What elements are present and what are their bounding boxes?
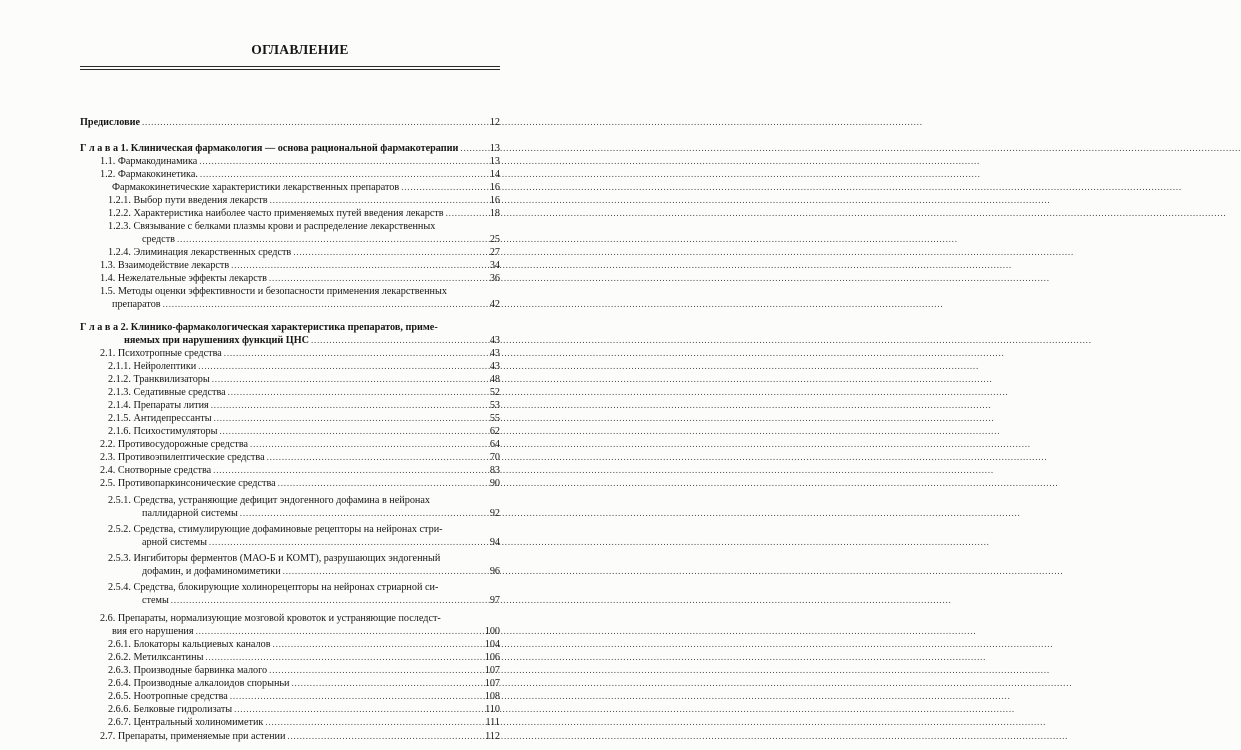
- toc-entry: [108, 207, 500, 220]
- toc-dot-leader: [267, 451, 481, 464]
- toc-dot-leader: [205, 651, 481, 664]
- toc-dot-leader: [163, 298, 481, 311]
- toc-dot-leader: [199, 155, 481, 168]
- toc-page-number: 43: [489, 348, 500, 359]
- toc-entry-title: стемы: [142, 595, 169, 606]
- toc-dot-leader: [460, 142, 481, 155]
- toc-dot-leader: [211, 399, 481, 412]
- toc-dot-leader: [240, 507, 481, 520]
- toc-entry-title: 1.2. Фармакокинетика.: [100, 169, 198, 180]
- toc-entry-title: 2.4. Снотворные средства: [100, 465, 212, 476]
- toc-entry-title: 2.6. Препараты, нормализующие мозговой кровоток и устраняющие последст-: [100, 613, 441, 624]
- toc-entry: [108, 523, 500, 536]
- toc-dot-leader: [171, 594, 481, 607]
- toc-entry: [100, 347, 500, 360]
- toc-entry: [100, 168, 500, 181]
- toc-entry: [100, 730, 500, 743]
- toc-page-number: 12: [489, 117, 500, 128]
- toc-entry: [142, 594, 500, 607]
- toc-entry-title: 2.6.4. Производные алкалоидов спорыньи: [108, 678, 290, 689]
- toc-entry-title: 1.3. Взаимодействие лекарств: [100, 260, 230, 271]
- toc-page-number: 100: [484, 626, 500, 637]
- toc-entry-title: 2.6.7. Центральный холиномиметик: [108, 717, 264, 728]
- toc-dot-leader: [273, 638, 481, 651]
- toc-entry: [112, 181, 500, 194]
- toc-page-number: 14: [489, 169, 500, 180]
- toc-entry: [108, 494, 500, 507]
- toc-entry: [108, 220, 500, 233]
- toc-page-number: 64: [489, 439, 500, 450]
- toc-entry: [124, 334, 500, 347]
- toc-dot-leader: [231, 259, 481, 272]
- toc-page-number: 52: [489, 387, 500, 398]
- toc-page-number: 107: [484, 678, 500, 689]
- toc-page-number: 108: [484, 691, 500, 702]
- toc-entry-title: 2.5. Противопаркинсонические средства: [100, 478, 276, 489]
- toc-entry: [100, 612, 500, 625]
- toc-dot-leader: [311, 334, 481, 347]
- toc-dot-leader: [142, 116, 481, 129]
- toc-page-number: 104: [484, 639, 500, 650]
- toc-dot-leader: [234, 703, 481, 716]
- toc-entry: [108, 581, 500, 594]
- toc-entry-title: 2.3. Противоэпилептические средства: [100, 452, 265, 463]
- toc-entry: [108, 360, 500, 373]
- toc-entry: [108, 664, 500, 677]
- toc-entry: [100, 155, 500, 168]
- toc-entry-title: 1.1. Фармакодинамика: [100, 156, 198, 167]
- toc-entry-title: 2.1.3. Седативные средства: [108, 387, 226, 398]
- toc-dot-leader: [278, 477, 481, 490]
- toc-entry-title: препаратов: [112, 299, 161, 310]
- toc-entry-title: Г л а в а 2. Клинико-фармакологическая характеристика препаратов, приме-: [80, 322, 438, 333]
- toc-entry: [108, 703, 500, 716]
- toc-entry: [100, 438, 500, 451]
- toc-entry-title: 2.6.1. Блокаторы кальциевых каналов: [108, 639, 271, 650]
- toc-entry-title: 2.6.5. Ноотропные средства: [108, 691, 228, 702]
- toc-entry: [80, 321, 500, 334]
- toc-dot-leader: [209, 536, 481, 549]
- toc-entry-title: 1.2.2. Характеристика наиболее часто применяемых путей введения лекарств: [108, 208, 444, 219]
- toc-entry: [112, 298, 500, 311]
- toc-entry: [142, 507, 500, 520]
- toc-page-number: 97: [489, 595, 500, 606]
- toc-dot-leader: [269, 664, 481, 677]
- toc-page-number: 25: [489, 234, 500, 245]
- toc-entry: [100, 464, 500, 477]
- toc-entry: [142, 536, 500, 549]
- toc-entry-title: 1.2.3. Связывание с белками плазмы крови и распределение лекарственных: [108, 221, 436, 232]
- toc-entry: [108, 677, 500, 690]
- toc-page-number: 106: [484, 652, 500, 663]
- toc-dot-leader: [196, 625, 481, 638]
- toc-entry: [108, 425, 500, 438]
- toc-page-number: 42: [489, 299, 500, 310]
- toc-entry: [108, 246, 500, 259]
- toc-page-number: 55: [489, 413, 500, 424]
- toc-entry-title: няемых при нарушениях функций ЦНС: [124, 335, 309, 346]
- toc-entry-title: 2.1.1. Нейролептики: [108, 361, 197, 372]
- toc-entry-title: арной системы: [142, 537, 207, 548]
- toc-page-number: 16: [489, 182, 500, 193]
- toc-dot-leader: [230, 690, 481, 703]
- toc-dot-leader: [200, 168, 481, 181]
- toc-entry: [100, 477, 500, 490]
- toc-page-number: 107: [484, 665, 500, 676]
- toc-page-number: 83: [489, 465, 500, 476]
- toc-entry-title: 2.1.4. Препараты лития: [108, 400, 209, 411]
- toc-entry: [108, 386, 500, 399]
- toc-dot-leader: [228, 386, 481, 399]
- toc-entry-title: 2.6.2. Метилксантины: [108, 652, 204, 663]
- toc-page-number: 62: [489, 426, 500, 437]
- toc-entry-title: 1.5. Методы оценки эффективности и безопасности применения лекарственных: [100, 286, 447, 297]
- toc-page-number: 16: [489, 195, 500, 206]
- toc-entry: [80, 142, 500, 155]
- toc-entry: [100, 285, 500, 298]
- toc-entry-title: 2.1.5. Антидепрессанты: [108, 413, 212, 424]
- toc-page-number: 92: [489, 508, 500, 519]
- toc-dot-leader: [224, 347, 481, 360]
- toc-entry-title: 2.5.3. Ингибиторы ферментов (МАО-Б и КОМТ), разрушающих эндогенный: [108, 553, 441, 564]
- toc-entry-title: 1.2.4. Элиминация лекарственных средств: [108, 247, 292, 258]
- toc-entry: [108, 412, 500, 425]
- toc-entry: [108, 399, 500, 412]
- toc-entry-title: 1.2.1. Выбор пути введения лекарств: [108, 195, 268, 206]
- toc-page-number: 48: [489, 374, 500, 385]
- toc-entry-title: 2.1.2. Транквилизаторы: [108, 374, 210, 385]
- toc-page-number: 27: [489, 247, 500, 258]
- toc-dot-leader: [220, 425, 482, 438]
- toc-dot-leader: [446, 207, 481, 220]
- toc-entry-title: 2.5.1. Средства, устраняющие дефицит эндогенного дофамина в нейронах: [108, 495, 430, 506]
- toc-entry-title: 2.6.3. Производные барвинка малого: [108, 665, 268, 676]
- toc-dot-leader: [265, 716, 481, 729]
- toc-entry: [108, 194, 500, 207]
- toc-dot-leader: [293, 246, 481, 259]
- toc-entry-title: 2.5.2. Средства, стимулирующие дофаминовые рецепторы на нейронах стри-: [108, 524, 443, 535]
- toc-dot-leader: [250, 438, 481, 451]
- toc-dot-leader: [198, 360, 481, 373]
- toc-page-number: 18: [489, 208, 500, 219]
- toc-dot-leader: [292, 677, 482, 690]
- toc-page-number: 110: [485, 704, 500, 715]
- toc-entry-title: 2.1. Психотропные средства: [100, 348, 222, 359]
- toc-entry-title: средств: [142, 234, 175, 245]
- toc-entry-title: 1.4. Нежелательные эффекты лекарств: [100, 273, 267, 284]
- toc-page-number: 43: [489, 335, 500, 346]
- toc-entry-title: Г л а в а 1. Клиническая фармакология — основа рациональной фармакотерапии: [80, 143, 459, 154]
- toc-page-number: 94: [489, 537, 500, 548]
- toc-entry: [108, 552, 500, 565]
- toc-dot-leader: [401, 181, 481, 194]
- toc-entry: [100, 272, 500, 285]
- toc-entry-title: 2.2. Противосудорожные средства: [100, 439, 249, 450]
- toc-entry: [100, 451, 500, 464]
- toc-entry: [80, 116, 500, 129]
- title-rule-top: [80, 66, 500, 67]
- toc-page-number: 112: [485, 731, 500, 742]
- toc-page-number: 70: [489, 452, 500, 463]
- toc-entry-title: 2.5.4. Средства, блокирующие холинорецепторы на нейронах стриарной си-: [108, 582, 439, 593]
- toc-dot-leader: [177, 233, 481, 246]
- toc-entry: [108, 651, 500, 664]
- toc-entry: [142, 565, 500, 578]
- toc-entry-title: 2.1.6. Психостимуляторы: [108, 426, 218, 437]
- toc-dot-leader: [270, 194, 481, 207]
- toc-entry: [112, 625, 500, 638]
- toc-page-number: 34: [489, 260, 500, 271]
- toc-page-number: 53: [489, 400, 500, 411]
- toc-entry-title: Предисловие: [80, 117, 140, 128]
- toc-entry-title: дофамин, и дофаминомиметики: [142, 566, 281, 577]
- toc-page-number: 13: [489, 156, 500, 167]
- toc-page-number: 96: [489, 566, 500, 577]
- toc-entry: [108, 638, 500, 651]
- toc-entry-title: паллидарной системы: [142, 508, 238, 519]
- page-title: ОГЛАВЛЕНИЕ: [251, 42, 349, 57]
- toc-entry: [100, 259, 500, 272]
- toc-entry-title: вия его нарушения: [112, 626, 194, 637]
- toc-page-number: 90: [489, 478, 500, 489]
- toc-entry: [108, 373, 500, 386]
- toc-entry-title: Фармакокинетические характеристики лекарственных препаратов: [112, 182, 400, 193]
- toc-dot-leader: [214, 412, 481, 425]
- toc-entry: [108, 690, 500, 703]
- toc-dot-leader: [212, 373, 481, 386]
- toc-dot-leader: [287, 730, 481, 743]
- title-rule-bottom: [80, 69, 500, 70]
- toc-entry: [108, 716, 500, 729]
- toc-dot-leader: [283, 565, 481, 578]
- toc-entry-title: 2.7. Препараты, применяемые при астении: [100, 731, 286, 742]
- toc-page-number: 111: [485, 717, 500, 728]
- toc-dot-leader: [213, 464, 481, 477]
- toc-page-number: 36: [489, 273, 500, 284]
- toc-page-number: 43: [489, 361, 500, 372]
- toc-page-number: 13: [489, 143, 500, 154]
- toc-entry: [142, 233, 500, 246]
- toc-dot-leader: [269, 272, 481, 285]
- toc-entry-title: 2.6.6. Белковые гидролизаты: [108, 704, 233, 715]
